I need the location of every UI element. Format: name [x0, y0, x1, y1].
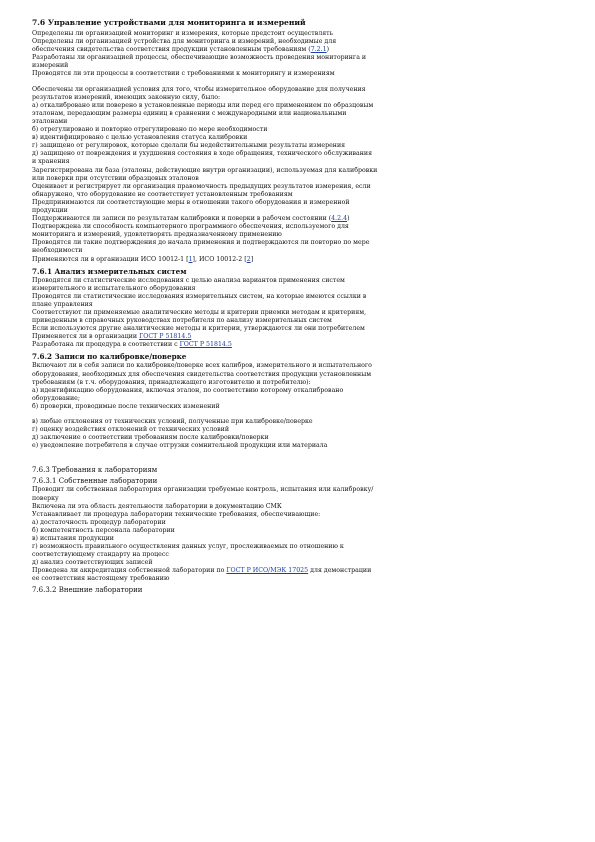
link-gost-iso-17025[interactable]: ГОСТ Р ИСО/МЭК 17025 — [226, 567, 309, 575]
paragraph: Зарегистрирована ли база (эталоны, действующие внутри организации), используемая для калибровки или поверки при отсутствии образцовых эталонов — [32, 166, 378, 182]
section-heading-7-6-3: 7.6.3 Требования к лабораториям — [32, 466, 158, 475]
list-item: д) заключение о соответствии требованиям после калибровки/поверки — [32, 434, 269, 442]
link-4-2-4[interactable]: 4.2.4 — [331, 215, 348, 223]
list-item: а) откалибровано или поверено в установленные периоды или перед его применением по образцовым эталонам, передающим размеры единиц в сравнении с международными или национальными эталонами — [32, 101, 374, 125]
paragraph: Включают ли в себя записи по калибровке/поверке всех калибров, измерительного и испытательного оборудования, необходимых для обеспечения свидетельства соответствия продукции установленным требованиям (в т.ч. оборудования, принадлежащего изготовителю и потребителю): — [32, 362, 372, 386]
subsection-heading-7-6-3-1: 7.6.3.1 Собственные лаборатории — [32, 477, 158, 486]
paragraph: Если используются другие аналитические методы и критерии, утверждаются ли они потребителем — [32, 325, 365, 333]
paragraph: Проводятся ли эти процессы в соответствии с требованиями к мониторингу и измерениям — [32, 70, 335, 78]
paragraph: Обеспечены ли организацией условия для того, чтобы измерительное оборудование для получения результатов измерений, имеющих законную силу, было: — [32, 85, 366, 101]
paragraph: Проводятся ли такие подтверждения до начала применения и подтверждаются ли повторно по мере необходимости — [32, 239, 370, 255]
paragraph: Включена ли эта область деятельности лаборатории в документацию СМК — [32, 502, 282, 510]
paragraph: Применяется ли в организации ГОСТ Р 51814.5 — [32, 333, 192, 341]
list-item: д) защищено от повреждения и ухудшения состояния в ходе обращения, технического обслуживания и хранения — [32, 150, 373, 166]
paragraph: Проводятся ли статистические исследования измерительных систем, на которые имеются ссылки в плане управления — [32, 292, 367, 308]
document-page — [32, 18, 378, 595]
list-item: б) компетентность персонала лаборатории — [32, 526, 175, 534]
subsection-heading-7-6-3-2: 7.6.3.2 Внешние лаборатории — [32, 585, 143, 594]
paragraph: Предпринимаются ли соответствующие меры в отношении такого оборудования и измеренной продукции — [32, 198, 350, 214]
paragraph: Определены ли организацией мониторинг и измерения, которые предстоит осуществлять — [32, 30, 334, 37]
list-item: е) уведомление потребителя в случае отгрузки сомнительной продукции или материала — [32, 442, 328, 450]
paragraph: Устанавливает ли процедура лаборатории технические требования, обеспечивающие: — [32, 510, 321, 518]
paragraph: Определены ли организацией устройства для мониторинга и измерений, необходимые для обеспечения свидетельства соответствия продукции установленным требованиям (7.2.1) — [32, 38, 337, 54]
paragraph: Применяются ли в организации ИСО 10012-1 [1], ИСО 10012-2 [2] — [32, 255, 254, 263]
list-item: в) идентифицировано с целью установления статуса калибровки — [32, 134, 248, 142]
list-item: б) проверки, проводимые после технических изменений — [32, 402, 220, 410]
link-gost-51814-5[interactable]: ГОСТ Р 51814.5 — [179, 341, 232, 349]
section-heading-7-6-1: 7.6.1 Анализ измерительных систем — [32, 266, 187, 276]
paragraph: Поддерживаются ли записи по результатам калибровки и поверки в рабочем состоянии (4.2.4) — [32, 215, 350, 223]
list-item: д) анализ соответствующих записей — [32, 559, 153, 567]
list-item: б) отрегулировано и повторно отрегулировано по мере необходимости — [32, 126, 268, 134]
list-item: в) испытания продукции — [32, 534, 114, 542]
link-ref-1[interactable]: 1 — [188, 255, 193, 263]
list-item: в) любые отклонения от технических условий, полученные при калибровке/поверке — [32, 418, 313, 426]
paragraph: Разработана ли процедура в соответствии с ГОСТ Р 51814.5 — [32, 341, 232, 349]
list-item: а) достаточность процедур лаборатории — [32, 518, 166, 526]
paragraph: Проводит ли собственная лаборатория организации требуемые контроль, испытания или калибровку/поверку — [32, 486, 374, 502]
paragraph: Подтверждена ли способность компьютерного программного обеспечения, используемого для мониторинга и измерений, удовлетворять предназначенному применению — [32, 223, 349, 239]
list-item: г) защищено от регулировок, которые сделали бы недействительными результаты измерения — [32, 142, 346, 150]
list-item: а) идентификацию оборудования, включая эталон, по соответствию которому откалибровано оборудование; — [32, 386, 344, 402]
link-7-2-1[interactable]: 7.2.1 — [310, 46, 327, 54]
paragraph: Проводятся ли статистические исследования с целью анализа вариантов применения систем измерительного и испытательного оборудования — [32, 276, 345, 292]
section-heading-7-6-2: 7.6.2 Записи по калибровке/поверке — [32, 352, 187, 362]
list-item: г) оценку воздействия отклонений от технических условий — [32, 426, 229, 434]
section-heading-7-6: 7.6 Управление устройствами для мониторинга и измерений — [32, 18, 306, 27]
paragraph: Оценивает и регистрирует ли организация правомочность предыдущих результатов измерения, если обнаружено, что оборудование не соответствует установленным требованиям — [32, 182, 371, 198]
paragraph: Проведена ли аккредитация собственной лаборатории по ГОСТ Р ИСО/МЭК 17025 для демонстрации ее соответствия настоящему требованию — [32, 567, 372, 583]
list-item: г) возможность правильного осуществления данных услуг, прослеживаемых по отношению к соответствующему стандарту на процесс — [32, 543, 344, 559]
link-ref-2[interactable]: 2 — [246, 255, 251, 263]
paragraph: Разработаны ли организацией процессы, обеспечивающие возможность проведения мониторинга и измерений — [32, 54, 367, 70]
paragraph: Соответствуют ли применяемые аналитические методы и критерии приемки методам и критериям, приведенным в справочных руководствах потребителя по анализу измерительных систем — [32, 309, 367, 325]
link-gost-51814-5[interactable]: ГОСТ Р 51814.5 — [139, 333, 192, 341]
